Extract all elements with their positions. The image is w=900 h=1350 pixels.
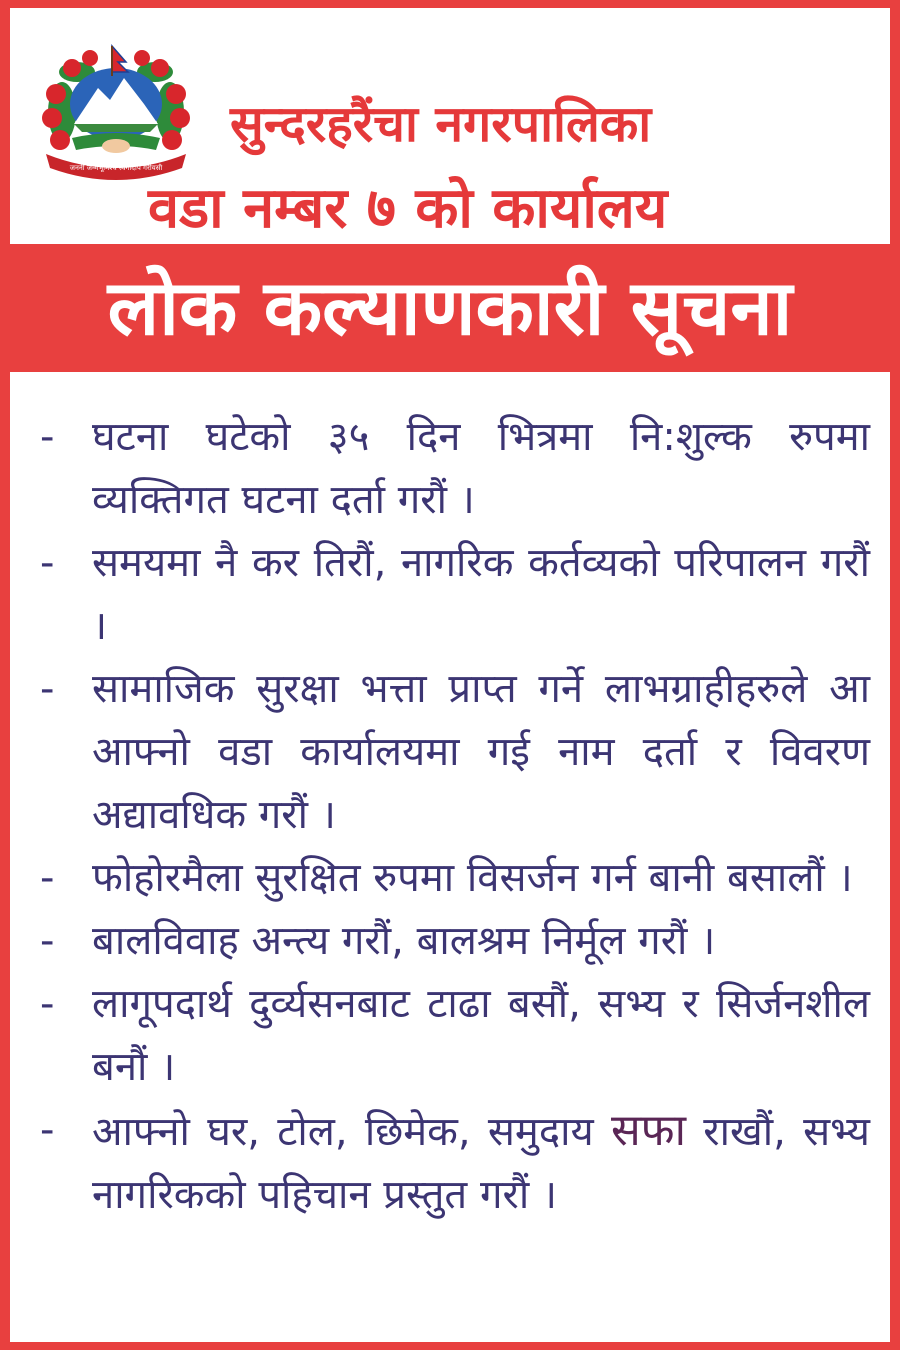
list-marker: - <box>40 666 55 712</box>
nepal-emblem-icon <box>32 42 200 182</box>
notice-list <box>40 406 870 1227</box>
notice-text: लागूपदार्थ दुर्व्यसनबाट टाढा बसौं, सभ्य र सिर्जनशील बनौं । <box>92 981 870 1090</box>
list-marker: - <box>40 918 55 964</box>
notice-text-after: राखौं, सभ्य नागरिकको पहिचान प्रस्तुत गरौं । <box>92 1109 870 1218</box>
notice-text-before: आफ्नो घर, टोल, छिमेक, समुदाय <box>92 1109 611 1155</box>
notice-item <box>40 406 870 532</box>
emblem-motto: जननी जन्मभूमिश्च स्वर्गादपि गरीयसी <box>69 164 163 172</box>
notice-item <box>40 910 870 973</box>
notice-text <box>92 1099 870 1227</box>
notice-item <box>40 973 870 1099</box>
notice-text: बालविवाह अन्त्य गरौं, बालश्रम निर्मूल गरौं । <box>92 918 716 964</box>
list-marker: - <box>40 855 55 901</box>
list-marker: - <box>40 414 55 460</box>
highlight-word: सफा <box>610 1105 687 1156</box>
notice-board <box>10 8 890 1342</box>
notice-text: फोहोरमैला सुरक्षित रुपमा विसर्जन गर्न बानी बसालौं । <box>92 855 853 901</box>
list-marker: - <box>40 981 55 1027</box>
notice-banner-title: लोक कल्याणकारी सूचना <box>10 244 890 372</box>
notice-text: घटना घटेको ३५ दिन भित्रमा नि:शुल्क रुपमा व्यक्तिगत घटना दर्ता गरौं । <box>92 414 870 523</box>
ward-office-title: वडा नम्बर ७ को कार्यालय <box>148 176 668 241</box>
notice-text: सामाजिक सुरक्षा भत्ता प्राप्त गर्ने लाभग्राहीहरुले आ आफ्नो वडा कार्यालयमा गई नाम दर्ता र विवरण अद्यावधिक गरौं । <box>92 666 870 838</box>
list-marker: - <box>40 540 55 586</box>
notice-item <box>40 532 870 658</box>
notice-item <box>40 658 870 847</box>
list-marker: - <box>40 1107 55 1153</box>
notice-item <box>40 847 870 910</box>
municipality-title: सुन्दरहरैंचा नगरपालिका <box>230 95 652 153</box>
notice-item <box>40 1099 870 1227</box>
notice-text: समयमा नै कर तिरौं, नागरिक कर्तव्यको परिपालन गरौं । <box>92 540 870 649</box>
